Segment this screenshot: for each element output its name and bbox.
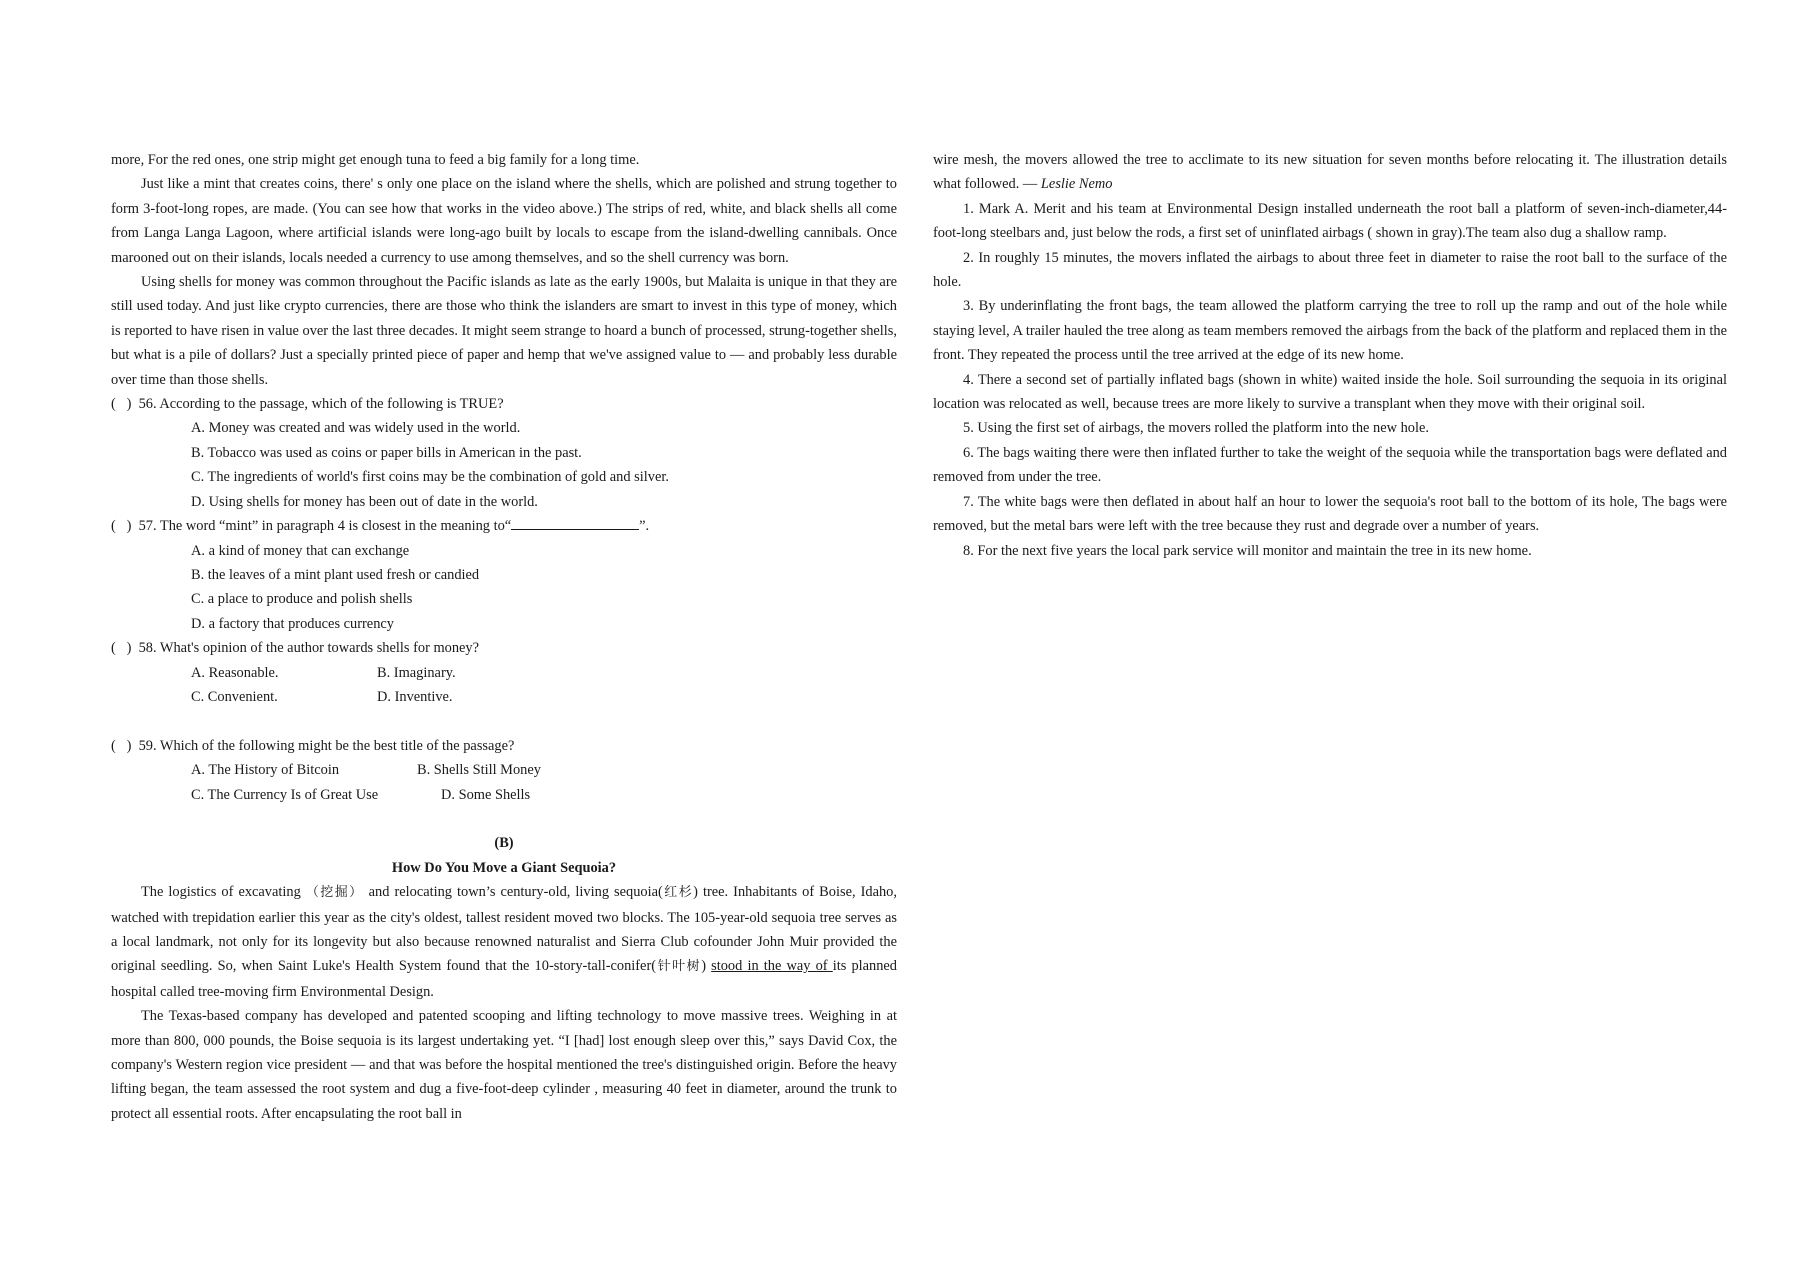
text-run: ) [701,958,712,975]
q59-option-a: A. The History of Bitcoin [191,762,340,779]
step-6: 6. The bags waiting there were then inflated further to take the weight of the sequoia while the transportation bags were deflated and removed from under the tree. [933,444,1727,486]
q56-option-a: A. Money was created and was widely used in the world. [191,420,521,437]
underlined-phrase: stood in the way of [711,958,833,975]
q56-option-c: C. The ingredients of world's first coins may be the combination of gold and silver. [191,469,669,486]
text-run: and relocating town’s century-old, living sequoia( [363,884,663,901]
text-run: wire mesh, the movers allowed the tree to acclimate to its new situation for seven months before relocating it. The illustration details what followed. — [933,152,1727,193]
gloss-conifer: 针叶树 [656,959,702,975]
paragraph-shells-money: Using shells for money was common throughout the Pacific islands as late as the early 1900s, but Malaita is unique in that they are still used today. And just like crypto currencies, there are those who think the islanders are smart to invest in this type of money, which is reported to have risen in value over the last three decades. It might seem strange to hoard a bunch of processed, strung-together shells, but what is a pile of dollars? Just a specially printed piece of paper and hemp that we've assigned value to — and probably less durable over time than those shells. [111,274,897,388]
step-1: 1. Mark A. Merit and his team at Environmental Design installed underneath the root ball a platform of seven-inch-diameter,44-foot-long steelbars and, just below the rods, a first set of uninflated airbags ( shown in gray).The team also dug a shallow ramp. [933,200,1727,242]
spacer [111,807,897,831]
q59-option-b: B. Shells Still Money [417,762,541,779]
q58-option-c: C. Convenient. [191,688,278,705]
paragraph-logistics [111,880,897,1004]
step-3: 3. By underinflating the front bags, the team allowed the platform carrying the tree to roll up the ramp and out of the hole while staying level, A trailer hauled the tree along as team members removed the airbags from the back of the platform and replaced them in the front. They repeated the process until the tree arrived at the edge of its new home. [933,298,1727,364]
q59-option-c: C. The Currency Is of Great Use [191,786,379,803]
text-run: ) tree. Inhabitants of Boise, Idaho, watched with trepidation earlier this year as the city's oldest, tallest resident moved two blocks. The 105-year-old sequoia tree serves as a local landmark, not only for its longevity but also because renowned naturalist and Sierra Club cofounder John Muir provided the original seedling. So, when Saint Luke's Health System found that the 10-story-tall-conifer( [111,884,897,975]
q57-text-end: ”. [639,518,650,535]
paragraph-texas-company: The Texas-based company has developed and patented scooping and lifting technology to move massive trees. Weighing in at more than 800, 000 pounds, the Boise sequoia is its largest undertaking yet. “I [had] lost enough sleep over this,” says David Cox, the company's Western region vice president — and that was before the hospital mentioned the tree's distinguished origin. Before the heavy lifting began, the team assessed the root system and dug a five-foot-deep cylinder , measuring 40 feet in diameter, around the trunk to protect all essential roots. After encapsulating the root ball in [111,1008,897,1122]
question-59: ( ) 59. Which of the following might be the best title of the passage? [111,737,515,754]
question-57 [111,514,897,538]
step-8: 8. For the next five years the local park service will monitor and maintain the tree in its new home. [963,542,1532,559]
q59-option-d: D. Some Shells [441,786,531,803]
step-4: 4. There a second set of partially inflated bags (shown in white) waited inside the hole. Soil surrounding the sequoia in its original location was relocated as well, because trees are more likely to survive a transplant when they move with their original soil. [933,371,1727,413]
text-run: The logistics of excavating [141,884,306,901]
spacer [111,709,897,733]
text-run: its planned hospital called tree-moving firm Environmental Design. [111,958,898,1000]
q57-text: ( ) 57. The word “mint” in paragraph 4 is closest in the meaning to“ [111,518,512,535]
q57-option-c: C. a place to produce and polish shells [191,591,413,608]
q59-options-row-2 [111,783,897,807]
question-58: ( ) 58. What's opinion of the author towards shells for money? [111,640,480,657]
step-5: 5. Using the first set of airbags, the movers rolled the platform into the new hole. [963,420,1429,437]
step-7: 7. The white bags were then deflated in about half an hour to lower the sequoia's root ball to the bottom of its hole, The bags were removed, but the metal bars were left with the tree because they rust and degrade over a number of years. [933,493,1727,535]
paragraph-wire-mesh [933,148,1727,197]
right-column [933,148,1727,563]
answer-blank [511,517,639,530]
q58-option-b: B. Imaginary. [377,664,456,681]
section-label: (B) [494,835,514,852]
passage-title: How Do You Move a Giant Sequoia? [391,859,617,876]
q57-option-b: B. the leaves of a mint plant used fresh or candied [191,566,480,583]
q58-option-d: D. Inventive. [377,688,453,705]
paragraph-continued: more, For the red ones, one strip might get enough tuna to feed a big family for a long time. [111,152,640,168]
step-2: 2. In roughly 15 minutes, the movers inflated the airbags to about three feet in diameter to raise the root ball to the surface of the hole. [933,249,1727,291]
q58-options-row-1 [111,661,897,685]
gloss-excavating: （挖掘） [305,885,364,901]
q57-option-a: A. a kind of money that can exchange [191,542,410,559]
q56-option-b: B. Tobacco was used as coins or paper bills in American in the past. [191,444,582,461]
q58-options-row-2 [111,685,897,709]
paragraph-mint: Just like a mint that creates coins, there' s only one place on the island where the shells, which are polished and strung together to form 3-foot-long ropes, are made. (You can see how that works in the video above.) The strips of red, white, and black shells all come from Langa Langa Lagoon, where artificial islands were long-ago built by locals to escape from the island-dwelling cannibals. Once marooned out on their islands, locals needed a currency to use among themselves, and so the shell currency was born. [111,176,897,266]
author-name: Leslie Nemo [1040,176,1113,193]
question-56: ( ) 56. According to the passage, which of the following is TRUE? [111,396,504,413]
q57-option-d: D. a factory that produces currency [191,615,394,632]
gloss-sequoia: 红杉 [662,885,694,901]
left-column [111,148,897,1126]
q58-option-a: A. Reasonable. [191,664,279,681]
q56-option-d: D. Using shells for money has been out of date in the world. [191,493,538,510]
q59-options-row-1 [111,758,897,782]
